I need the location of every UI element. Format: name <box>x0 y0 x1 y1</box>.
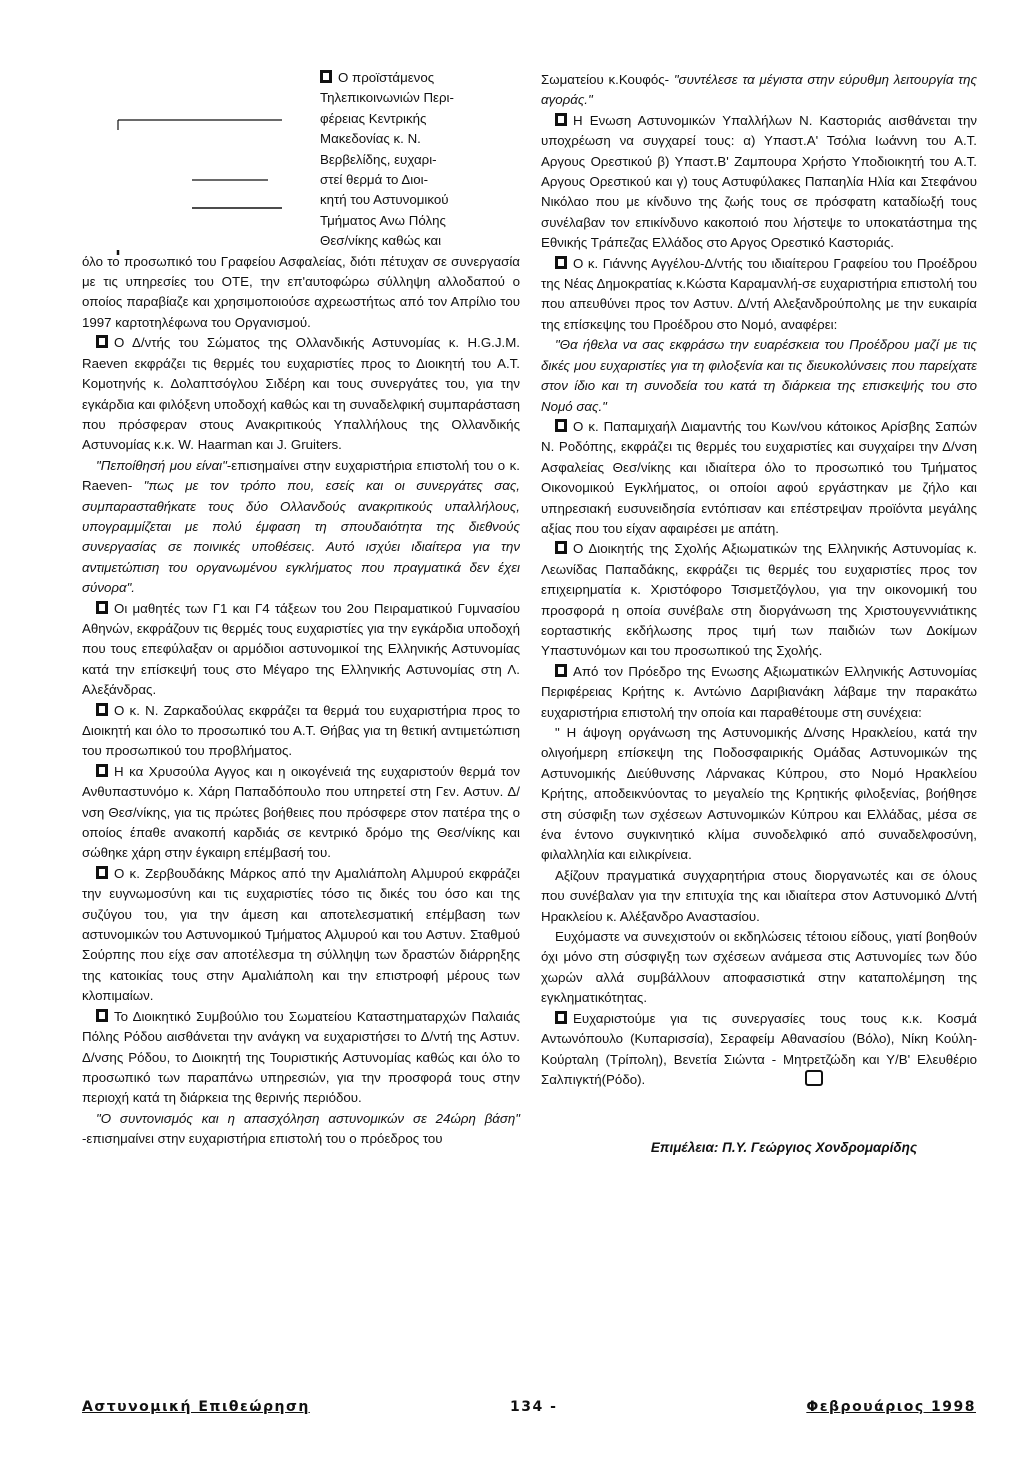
paragraph: " Η άψογη οργάνωση της Αστυνομικής Δ/νσης Ηρακλείου, κατά την ολιγοήμερη επίσκεψη της Ποδοσφαιρικής Ομάδας Αστυνομικών της Αστυνομικής Διεύθυνσης Λάρνακας Κύπρου, στο Νομό Ηρακλείου Κρήτης, αποδεικνύοντας το μεγαλείο της Κρητικής φιλοξενίας, βοήθησε στη σύσφιξη των σχέσεων Αστυνομικών Κύπρου και Ελλάδας, μέσα σε ένα έντονο συγκινητικό κλίμα συνοδελφικό από συναδελφοσύνη, φιλαλληλία και ειλικρίνεια. <box>541 725 977 863</box>
paragraph: Ο κ. Ν. Ζαρκαδούλας εκφράζει τα θερμά του ευχαριστήρια προς το Διοικητή και όλο το προσωπικό του Α.Τ. Θήβας για τη θετική αντιμετώπιση του προσωπικού του προβλήματος. <box>82 702 520 759</box>
paragraph: Η κα Χρυσούλα Αγγος και η οικογένειά της ευχαριστούν θερμά τον Ανθυπαστυνόμο κ. Χάρη Παπαδόπουλο που υπηρετεί στη Γεν. Αστυν. Δ/νση Θεσ/νίκης, για τις πρώτες βοήθειες που πρόσφερε στον πατέρα της ο οποίος έπαθε ανακοπή καρδιάς σε κεντρικό δρόμο της Θεσ/νίκης και σώθηκε χάρη στην έγκαιρη επέμβασή του. <box>82 763 520 861</box>
paragraph: Ο Διοικητής της Σχολής Αξιωματικών της Ελληνικής Αστυνομίας κ. Λεωνίδας Παπαδάκης, εκφράζει τις θερμές του ευχαριστίες προς τον επιχειρηματία κ. Χριστόφορο Τσισμετζόγλου, για την οικονομική του προσφορά η οποία συνέβαλε στη διοργάνωση της Χριστουγεννιάτικης εορταστικής εκδήλωσης προς τιμή των παιδιών των Δοκίμων Υπαστυνόμων και του προσωπικού της Σχολής. <box>541 541 977 659</box>
paragraph: όλο το προσωπικό του Γραφείου Ασφαλείας, διότι πέτυχαν σε συνεργασία με τις υπηρεσίες του ΟΤΕ, την επ'αυτοφώρω σύλληψη αλλοδαπού ο οποίος παραβίαζε και χρησιμοποιούσε αχρεωστήτως από τον Απρίλιο του 1997 καρτοτηλέφωνα του Οργανισμού. <box>82 253 520 330</box>
paragraph: Από τον Πρόεδρο της Ενωσης Αξιωματικών Ελληνικής Αστυνομίας Περιφέρειας Κρήτης κ. Αντώνιο Δαριβιανάκη λάβαμε την παρακάτω ευχαριστήρια επιστολή την οποία και παραθέτουμε στη συνέχεια: <box>541 663 977 720</box>
page-footer <box>82 1399 976 1419</box>
paragraph: Αξίζουν πραγματικά συγχαρητήρια στους διοργανωτές και σε όλους που συνέβαλαν για την επιτυχία της και ιδιαίτερα στον Αστυνομικό Δ/ντή Ηρακλείου κ. Αλέξανδρο Αναστασίου. <box>541 867 977 924</box>
paragraph: "Πεποίθησή μου είναι"-επισημαίνει στην ευχαριστήρια επιστολή του ο κ. Raeven- "πως με τον τρόπο που, εσείς και οι συνεργάτες σας, συμπαρασταθήκατε τους δύο Ολλανδούς ανακριτικούς υπαλλήλους, υπογραμμίζεται με πολύ έμφαση τη σπουδαιότητα της διεθνούς συνεργασίας σε ποινικές υποθέσεις. Αυτό ισχύει ιδιαίτερα για την αντιμετώπιση του οργανωμένου εγκλήματος που πραγματικά δεν έχει σύνορα". <box>82 457 520 596</box>
bullet-icon <box>555 256 567 269</box>
intro-line: Ο προϊστάμενος <box>320 68 520 88</box>
paragraph: Ευχαριστούμε για τις συνεργασίες τους τους κ.κ. Κοσμά Αντωνόπουλο (Κυπαρισσία), Σεραφείμ Αθανασίου (Βόλο), Νίκη Κούλη- Κούρταλη (Τρίπολη), Βενετία Σιώντα - Μητρετζώδη και Υ/Β' Ελευθέριο Σαλπιγκτή(Ρόδο). <box>541 1010 977 1087</box>
paragraph: Ο κ. Γιάννης Αγγέλου-Δ/ντής του ιδιαίτερου Γραφείου του Προέδρου της Νέας Δημοκρατίας κ.Κώστα Καραμανλή-σε ευχαριστήρια επιστολή του που απευθύνει προς τον Αστυν. Δ/ντή Αλεξανδρούπολης με την ευκαιρία της επίσκεψης του Προέδρου στο Νομό, αναφέρει: <box>541 255 977 332</box>
quote: "Θα ήθελα να σας εκφράσω την ευαρέσκεια του Προέδρου μαζί με τις δικές μου ευχαριστίες για τη φιλοξενία και τις διευκολύνσεις που παρείχατε στον ίδιο και τη συνοδεία του κατά τη διάρκεια της επισκεψής του στο Νομό σας." <box>541 337 977 414</box>
bullet-icon <box>555 541 567 554</box>
bullet-icon <box>555 113 567 126</box>
intro-line: κητή του Αστυνομικού <box>320 192 449 208</box>
bullet-icon <box>96 703 108 716</box>
intro-line: Μακεδονίας κ. Ν. <box>320 131 421 147</box>
intro-line: φέρειας Κεντρικής <box>320 110 427 126</box>
paragraph: "Ο συντονισμός και η απασχόληση αστυνομικών σε 24ώρη βάση" -επισημαίνει στην ευχαριστήρια επιστολή του ο πρόεδρος του <box>82 1110 520 1147</box>
intro-line: Τηλεπικοινωνιών Περι- <box>320 90 454 106</box>
bullet-icon <box>96 1009 108 1022</box>
magazine-title: Αστυνομική Επιθεώρηση <box>82 1399 310 1415</box>
paragraph: Η Ενωση Αστυνομικών Υπαλλήλων Ν. Καστοριάς αισθάνεται την υποχρέωση να συγχαρεί τους: α) Υπαστ.Α' Τσόλια Ιωάννη του Α.Τ. Αργους Ορεστικού β) Υπαστ.Β' Ζαμπουρα Χρήστο Υποδιοικητή του Α.Τ. Αργους Ορεστικού και γ) τους Αστυφύλακες Παπαηλία Ηλία και Στεφάνου Νικόλαο που με κίνδυνο της ζωής τους σε πρόσφατη καταδίωξή τους συνέλαβαν τον επικίνδυνο κακοποιό που λήστεψε το υποκατάστημα της Εθνικής Τράπεζας Ελλάδος στο Αργος Ορεστικό Καστοριάς. <box>541 112 977 251</box>
bullet-icon <box>555 664 567 677</box>
decorative-frame <box>82 70 282 255</box>
end-mark-icon <box>805 1070 823 1086</box>
intro-line: Θεσ/νίκης καθώς και <box>320 233 442 249</box>
paragraph: Σωματείου κ.Κουφός- "συντέλεσε τα μέγιστα στην εύρυθμη λειτουργία της αγοράς." <box>541 72 977 108</box>
right-column <box>541 70 977 1159</box>
bullet-icon <box>555 419 567 432</box>
bullet-icon <box>555 1011 567 1024</box>
bullet-icon <box>96 866 108 879</box>
bullet-icon <box>96 335 108 348</box>
paragraph: Ο κ. Ζερβουδάκης Μάρκος από την Αμαλιάπολη Αλμυρού εκφράζει την ευγνωμοσύνη και τις ευχαριστίες τόσο τις δικές του όσο και της συζύγου του, για την άμεση και αποτελεσματική επέμβαση των αστυνομικών του Αστυνομικού Τμήματος Αλμυρού και του Αστυν. Σταθμού Σούρπης που είχε σαν αποτέλεσμα τη σύλληψη των δραστών διάρρηξης της κατοικίας τους στην Αμαλιάπολη και την επιστροφή μέρους των κλοπιμαίων. <box>82 865 520 1004</box>
intro-block <box>82 70 520 333</box>
paragraph: Ο κ. Παπαμιχαήλ Διαμαντής του Κων/νου κάτοικος Αρίσβης Σαπών Ν. Ροδόπης, εκφράζει τις θερμές του ευχαριστίες και συγχαίρει την Δ/νση Ασφαλείας Θεσ/νίκης και ιδιαίτερα όλο το προσωπικό του Τμήματος Οικονομικού Εγκλήματος, οι οποίοι αφού εργάστηκαν με ζήλο και υπηρεσιακή ευσυνειδησία εντόπισαν και επέστρεψαν προϊόντα μεγάλης αξίας που του είχαν αφαιρέσει με απάτη. <box>541 418 977 536</box>
page-number: 134 - <box>510 1399 558 1415</box>
paragraph: Ευχόμαστε να συνεχιστούν οι εκδηλώσεις τέτοιου είδους, γιατί βοηθούν όχι μόνο στη σύσφιγξη των σχέσεων ανάμεσα στις Αστυνομίες των δύο χωρών αλλά συμβάλλουν αποφασιστικά στην καταπολέμηση της εγκληματικότητας. <box>541 929 977 1006</box>
intro-line: Τμήματος Ανω Πόλης <box>320 212 446 228</box>
paragraph: Ο Δ/ντής του Σώματος της Ολλανδικής Αστυνομίας κ. H.G.J.M. Raeven εκφράζει τις θερμές του ευχαριστίες προς το Διοικητή του Α.Τ. Κομοτηνής κ. Δολαπτσόγλου Σιδέρη και τους συνεργάτες του, για την εγκάρδια και φιλόξενη υποδοχή καθώς και τη συναδελφική συμπαράσταση που πρόσφεραν στους Ανακριτικούς Υπαλλήλους της Ολλανδικής Αστυνομίας κ.κ. W. Haarman και J. Gruiters. <box>82 335 520 453</box>
intro-line: στεί θερμά το Διοι- <box>320 172 428 188</box>
issue-date: Φεβρουάριος 1998 <box>806 1399 976 1415</box>
left-column <box>82 70 520 1150</box>
bullet-icon <box>96 601 108 614</box>
bullet-icon <box>320 70 332 83</box>
intro-lines <box>320 68 520 252</box>
intro-line: Βερβελίδης, ευχαρι- <box>320 151 437 167</box>
paragraph: Οι μαθητές των Γ1 και Γ4 τάξεων του 2ου Πειραματικού Γυμνασίου Αθηνών, εκφράζουν τις θερμές τους ευχαριστίες για την εγκάρδια υποδοχή που τους επεφύλαξαν οι αρμόδιοι αστυνομικοί της Ελληνικής Αστυνομίας κατά την επίσκεψή τους στο Μέγαρο της Ελληνικής Αστυνομίας στη Λ. Αλεξάνδρας. <box>82 600 520 698</box>
signature: Επιμέλεια: Π.Υ. Γεώργιος Χονδρομαρίδης <box>650 1140 917 1156</box>
paragraph: Το Διοικητικό Συμβούλιο του Σωματείου Καταστηματαρχών Παλαιάς Πόλης Ρόδου αισθάνεται την ανάγκη να ευχαριστήσει το Δ/ντή της Αστυν. Δ/νσης Ρόδου, το Διοικητή της Τουριστικής Αστυνομίας καθώς και όλο το προσωπικό των παραπάνω υπηρεσιών, για την προσφορά τους στην περιοχή κατά τη διάρκεια της θερινής περιόδου. <box>82 1008 520 1106</box>
bullet-icon <box>96 764 108 777</box>
